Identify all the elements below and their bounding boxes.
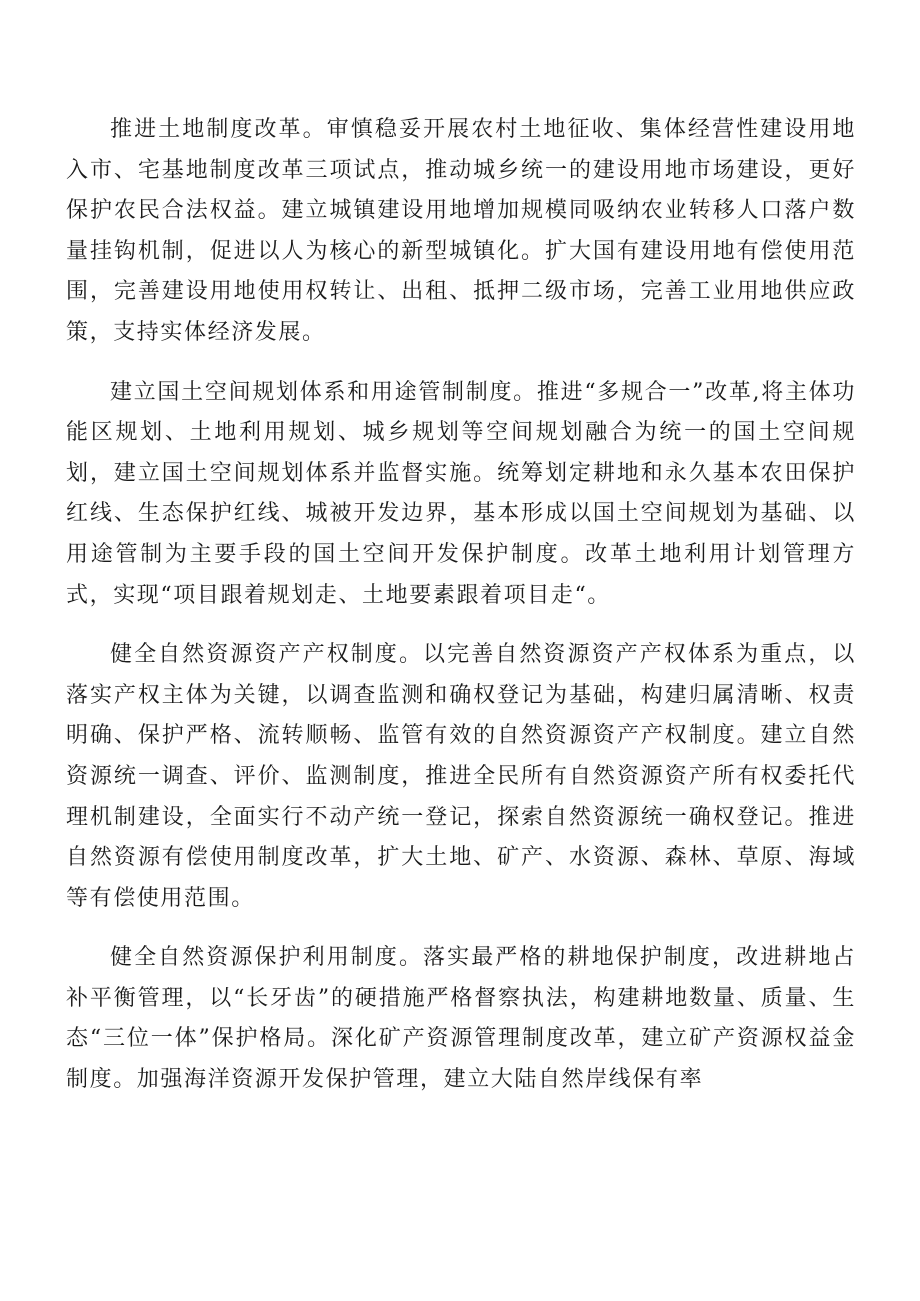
paragraph-resource-protection: 健全自然资源保护利用制度。落实最严格的耕地保护制度，改进耕地占补平衡管理，以“长牙齿”的硬措施严格督察执法，构建耕地数量、质量、生态“三位一体”保护格局。深化矿产资源管理制度改革，建立矿产资源权益金制度。加强海洋资源开发保护管理，建立大陆自然岸线保有率 [66, 945, 856, 1093]
paragraph-spatial-planning: 建立国土空间规划体系和用途管制制度。推进“多规合一”改革,将主体功能区规划、土地利用规划、城乡规划等空间规划融合为统一的国土空间规划，建立国土空间规划体系并监督实施。统筹划定耕地和永久基本农田保护红线、生态保护红线、城被开发边界，基本形成以国土空间规划为基础、以用途管制为主要手段的国土空间开发保护制度。改革土地利用计划管理方式，实现“项目跟着规划走、土地要素跟着项目走“。 [66, 379, 856, 608]
paragraph-land-system-reform: 推进土地制度改革。审慎稳妥开展农村土地征收、集体经营性建设用地入市、宅基地制度改革三项试点，推动城乡统一的建设用地市场建设，更好保护农民合法权益。建立城镇建设用地增加规模同吸纳农业转移人口落户数量挂钩机制，促进以人为核心的新型城镇化。扩大国有建设用地有偿使用范围，完善建设用地使用权转让、出租、抵押二级市场，完善工业用地供应政策，支持实体经济发展。 [66, 117, 856, 345]
document-body [66, 110, 856, 1120]
paragraph-property-rights: 健全自然资源资产产权制度。以完善自然资源资产产权体系为重点，以落实产权主体为关键，以调查监测和确权登记为基础，构建归属清晰、权责明确、保护严格、流转顺畅、监管有效的自然资源资产产权制度。建立自然资源统一调查、评价、监测制度，推进全民所有自然资源资产所有权委托代理机制建设，全面实行不动产统一登记，探索自然资源统一确权登记。推进自然资源有偿使用制度改革，扩大土地、矿产、水资源、森林、草原、海域等有偿使用范围。 [66, 642, 856, 911]
